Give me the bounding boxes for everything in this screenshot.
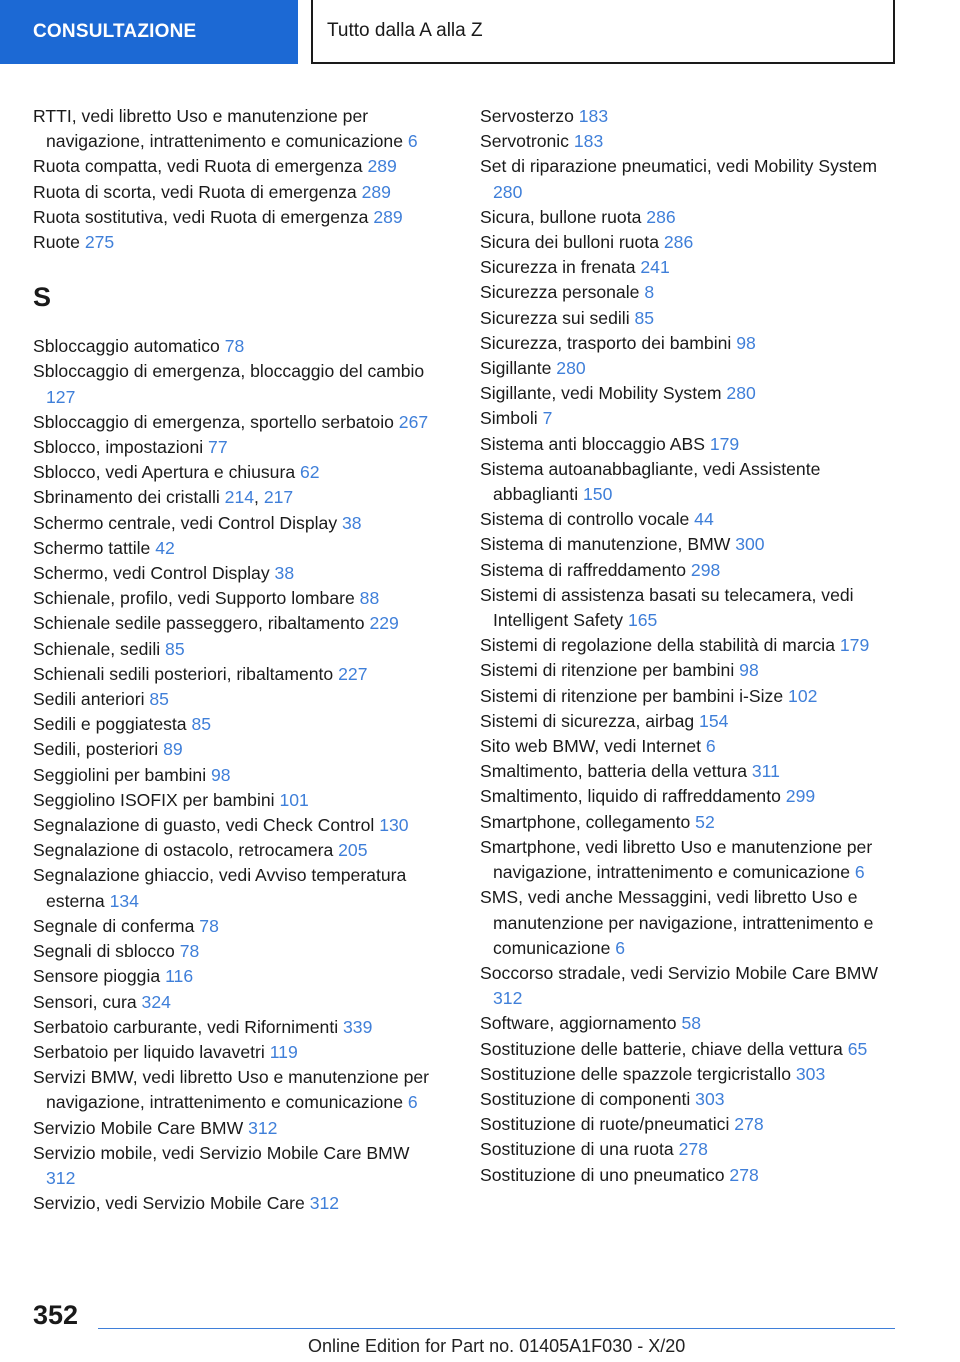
page-reference-link[interactable]: 280 [493,181,523,202]
index-entry-text: Smaltimento, liquido di raffreddamento [480,786,781,807]
index-entry-text: Sistema di raffreddamento [480,559,687,580]
index-entry-text: Sostituzione di uno pneumatico [480,1164,725,1185]
index-column-left [33,104,443,1216]
index-entry [480,507,900,532]
page-reference-link[interactable]: 101 [279,789,309,810]
index-entry-text: Segnalazione ghiaccio, vedi Avviso temperatura esterna [33,865,407,911]
index-entry [33,410,443,435]
page-reference-link[interactable]: 98 [736,332,756,353]
index-entry-text: Sistema autoanabbagliante, vedi Assistente abbaglianti [480,458,821,505]
page-reference-link[interactable]: 312 [309,1193,340,1214]
index-entry [480,1112,900,1137]
index-column-right [480,104,900,1188]
index-entry [480,381,900,406]
index-entry [480,280,900,305]
index-entry [33,536,443,561]
index-entry [480,684,900,709]
index-entry-text: Sblocco, vedi Apertura e chiusura [33,462,296,483]
page-reference-link[interactable]: 6 [407,1092,418,1113]
index-entry-text: Servizi BMW, vedi libretto Uso e manutenzione per navigazione, intrattenimento e comunicazione [33,1067,430,1113]
footer-edition: Online Edition for Part no. 01405A1F030 - X/20 [308,1336,686,1356]
index-entry-text: Sbrinamento dei cristalli [33,487,220,508]
index-entry-text: Sedili e poggiatesta [33,714,187,735]
index-entry-text: Soccorso stradale, vedi Servizio Mobile Care BMW [480,962,878,983]
index-entry [33,180,443,205]
page-reference-link[interactable]: 205 [338,840,368,861]
index-entry-text: Schienale, sedili [33,638,161,659]
page-reference-link[interactable]: 241 [640,257,670,278]
index-entry [480,784,900,809]
index-entry-text: Sblocco, impostazioni [33,437,204,458]
index-entry-text: SMS, vedi anche Messaggini, vedi libretto Uso e manutenzione per navigazione, intrattenimento e comunicazione [480,887,874,958]
index-entry-text: Ruote [33,232,80,253]
index-entry [33,788,443,813]
index-entry-text: Sistema di manutenzione, BMW [480,534,731,555]
page-reference-link[interactable]: 179 [709,433,740,454]
index-entry-text: Sistema di controllo vocale [480,509,690,530]
page-reference-link[interactable]: 134 [109,890,139,911]
page-reference-link[interactable]: 6 [854,862,865,883]
index-entry-text: Sicurezza in frenata [480,257,636,278]
index-entry [33,813,443,838]
page-reference-link[interactable]: 150 [583,484,613,505]
page-reference-link[interactable]: 312 [493,988,523,1009]
index-entry [33,561,443,586]
page-reference-link[interactable]: 127 [46,386,76,407]
page-reference-link[interactable]: 183 [578,106,609,126]
page-reference-link[interactable]: 179 [839,635,870,656]
page-number: 352 [33,1300,79,1330]
index-entry [33,230,443,255]
index-entry [33,712,443,737]
entries-after-letter [33,334,443,1216]
index-entry [480,104,900,129]
page-reference-link[interactable]: 312 [46,1167,76,1188]
page-reference-link[interactable]: 78 [179,941,200,962]
index-entry [480,1087,900,1112]
index-entry [33,1141,443,1191]
page-reference-link[interactable]: 65 [847,1038,868,1059]
index-entry [480,154,900,204]
index-entry-text: Sistemi di ritenzione per bambini i-Size [480,685,784,706]
index-entry-text: Segnali di sblocco [33,941,175,962]
page-reference-link[interactable]: 280 [556,358,586,379]
index-entry [480,658,900,683]
index-entry-text: Schermo centrale, vedi Control Display [33,512,338,533]
index-entry [33,990,443,1015]
index-entry [33,104,443,154]
index-entry-text: Sedili anteriori [33,689,145,710]
index-entry [480,255,900,280]
index-entry-text: Simboli [480,408,538,429]
index-entry [480,1137,900,1162]
index-entry-text: RTTI, vedi libretto Uso e manutenzione per navigazione, intrattenimento e comunicazione [33,106,403,152]
index-entry-text: Sensore pioggia [33,966,161,987]
entries-right [480,104,900,1188]
index-entry-text: Smartphone, vedi libretto Uso e manutenzione per navigazione, intrattenimento e comunicazione [480,836,873,883]
footer-divider [98,1328,895,1329]
page-reference-link[interactable]: 78 [224,336,245,357]
page-reference-link[interactable]: 85 [165,638,185,659]
index-entry [480,331,900,356]
page-reference-link[interactable]: 280 [726,383,756,404]
page-reference-link[interactable]: 303 [795,1063,826,1084]
index-entry [33,1040,443,1065]
page-reference-link[interactable]: 6 [705,736,716,757]
index-entry [33,763,443,788]
index-entry [480,558,900,583]
page-reference-link[interactable]: 44 [694,509,714,530]
index-entry [480,432,900,457]
index-entry-text: Schienali sedili posteriori, ribaltamento [33,663,334,684]
page-reference-link[interactable]: 312 [248,1117,278,1138]
page-reference-link[interactable]: 88 [359,588,380,609]
page-reference-link[interactable]: 119 [269,1041,298,1062]
index-entry [480,885,900,961]
index-entry-text: Segnale di conferma [33,915,195,936]
page-reference-link[interactable]: 311 [751,761,780,782]
page-reference-link[interactable]: 62 [300,462,320,483]
page-reference-link[interactable]: 165 [627,610,658,631]
index-letter-heading: S [33,282,52,313]
page-reference-link[interactable]: 98 [211,764,231,785]
index-entry [33,687,443,712]
index-entry [480,1163,900,1188]
index-entry [33,1065,443,1115]
index-entry [33,435,443,460]
index-entry-text: Sbloccaggio automatico [33,336,220,357]
index-entry [33,662,443,687]
index-entry [480,230,900,255]
chapter-title: Tutto dalla A alla Z [311,0,895,64]
index-entry-text: Sistema anti bloccaggio ABS [480,433,705,454]
index-entry-text: Sbloccaggio di emergenza, sportello serbatoio [33,411,394,432]
page-reference-link[interactable]: 286 [646,206,676,227]
page-reference-link[interactable]: 85 [149,689,169,710]
page-reference-link[interactable]: 300 [735,534,765,555]
index-entry [33,1191,443,1216]
index-entry-text: Sigillante [480,358,552,379]
page-reference-link[interactable]: 52 [695,811,715,832]
index-entry-text: Smartphone, collegamento [480,811,691,832]
page-reference-link[interactable]: 278 [678,1139,708,1160]
page-reference-link[interactable]: 116 [165,966,194,987]
index-entry-text: Seggiolino ISOFIX per bambini [33,789,275,810]
page-reference-link[interactable]: 217 [263,487,294,508]
index-entry-text: Software, aggiornamento [480,1013,677,1034]
index-entry-text: Sostituzione di una ruota [480,1139,674,1160]
page-reference-link[interactable]: 130 [379,815,409,836]
index-entry-text: Sistemi di ritenzione per bambini [480,660,735,681]
index-entry [33,1116,443,1141]
page-reference-link[interactable]: 229 [369,613,399,634]
index-entry-text: Serbatoio per liquido lavavetri [33,1041,265,1062]
index-entry-text: Sostituzione delle batterie, chiave della vettura [480,1038,843,1059]
index-entry [480,810,900,835]
index-entry-text: Set di riparazione pneumatici, vedi Mobility System [480,156,878,177]
page-reference-link[interactable]: 8 [644,282,655,303]
index-entry [480,457,900,507]
index-entry-text: Schermo tattile [33,537,151,558]
index-entry [33,334,443,359]
index-entry [33,863,443,913]
index-entry-text: Servizio mobile, vedi Servizio Mobile Care BMW [33,1142,410,1163]
index-entry-text: Sicurezza, trasporto dei bambini [480,332,732,353]
index-entry-text: Schienale, profilo, vedi Supporto lombare [33,588,355,609]
page-reference-link[interactable]: 89 [163,739,183,760]
index-entry [480,129,900,154]
page-reference-link[interactable]: 98 [739,660,759,681]
page-reference-link[interactable]: 289 [373,206,403,227]
index-entry-text: Seggiolini per bambini [33,764,207,785]
page-reference-link[interactable]: 289 [367,156,397,177]
index-entry [33,737,443,762]
index-entry-text: Sistemi di sicurezza, airbag [480,710,695,731]
page-reference-link[interactable]: 183 [573,131,604,152]
index-entry [33,205,443,230]
index-entry-text: Sigillante, vedi Mobility System [480,383,722,404]
page-reference-link[interactable]: 42 [155,537,175,558]
page-reference-link[interactable]: 303 [695,1088,725,1109]
index-entry [33,511,443,536]
index-entry-text: Sicurezza sui sedili [480,307,630,328]
index-entry-text: Servizio, vedi Servizio Mobile Care [33,1193,305,1214]
index-entry [33,1015,443,1040]
page-reference-link[interactable]: 154 [699,710,729,731]
index-entry [480,961,900,1011]
index-entry [33,914,443,939]
index-entry-text: Serbatoio carburante, vedi Rifornimenti [33,1016,339,1037]
index-entry-text: Sostituzione di componenti [480,1088,691,1109]
index-entry-text: Sicura, bullone ruota [480,206,642,227]
page-reference-link[interactable]: 38 [274,563,295,584]
index-entry [33,154,443,179]
page-reference-link[interactable]: 7 [542,408,553,429]
index-entry [480,1011,900,1036]
index-entry-text: Servosterzo [480,106,574,126]
page-reference-link[interactable]: 275 [84,232,115,253]
page-reference-link[interactable]: 58 [681,1013,702,1034]
index-entry [33,611,443,636]
page-reference-link[interactable]: 298 [690,559,721,580]
index-entry [480,306,900,331]
index-entry-text: Smaltimento, batteria della vettura [480,761,747,782]
index-entry [33,460,443,485]
index-entry [33,838,443,863]
index-entry-text: Sicurezza personale [480,282,640,303]
index-entry [33,359,443,409]
page-reference-link[interactable]: 267 [398,411,429,432]
page-reference-link[interactable]: 85 [634,307,655,328]
index-entry-text: Schermo, vedi Control Display [33,563,270,584]
page-reference-link[interactable]: 299 [785,786,816,807]
entries-before-letter [33,104,443,255]
index-entry [480,532,900,557]
index-entry-text: Segnalazione di guasto, vedi Check Control [33,815,375,836]
page-reference-link[interactable]: 278 [729,1164,759,1185]
index-entry [480,406,900,431]
index-entry-text: Sostituzione di ruote/pneumatici [480,1114,730,1135]
index-entry-text: Sensori, cura [33,991,137,1012]
index-entry [480,1037,900,1062]
index-entry-text: Ruota compatta, vedi Ruota di emergenza [33,156,363,177]
page-reference-link[interactable]: 339 [343,1016,373,1037]
page-reference-link[interactable]: 77 [208,437,228,458]
index-entry-text: Servizio Mobile Care BMW [33,1117,244,1138]
page-reference-link[interactable]: 78 [199,915,219,936]
index-entry-text: Ruota sostitutiva, vedi Ruota di emergenza [33,206,369,227]
index-entry-text: Segnalazione di ostacolo, retrocamera [33,840,334,861]
index-entry [480,356,900,381]
index-entry [33,637,443,662]
page-reference-link[interactable]: 324 [141,991,171,1012]
page-reference-link[interactable]: 214 [224,487,255,508]
page-reference-link[interactable]: 38 [342,512,362,533]
index-entry-text: Sedili, posteriori [33,739,159,760]
index-entry-text: Sistemi di regolazione della stabilità di marcia [480,635,835,656]
index-entry [480,205,900,230]
page-reference-link[interactable]: 227 [338,663,368,684]
index-entry-text: Sbloccaggio di emergenza, bloccaggio del cambio [33,361,425,382]
index-entry-text: Ruota di scorta, vedi Ruota di emergenza [33,181,357,202]
page-reference-link[interactable]: 289 [361,181,391,202]
page-reference-link[interactable]: 6 [615,937,626,958]
index-entry [33,586,443,611]
index-entry [480,759,900,784]
page-reference-link[interactable]: 102 [788,685,818,706]
index-entry [480,633,900,658]
index-entry [480,709,900,734]
index-entry-text: Sito web BMW, vedi Internet [480,736,701,757]
index-entry [480,583,900,633]
index-entry [480,835,900,885]
index-entry-text: Sistemi di assistenza basati su telecamera, vedi Intelligent Safety [480,584,854,631]
index-entry-text: Sostituzione delle spazzole tergicristallo [480,1063,791,1084]
index-entry [33,939,443,964]
page-reference-link[interactable]: 6 [407,131,418,152]
page-reference-link[interactable]: 85 [191,714,212,735]
page-reference-link[interactable]: 286 [663,232,694,253]
index-entry: Sbrinamento dei cristalli 214, 217 [33,487,294,508]
page-reference-link[interactable]: 278 [734,1114,764,1135]
index-entry-text: Schienale sedile passeggero, ribaltamento [33,613,365,634]
index-entry [480,1062,900,1087]
section-tab: CONSULTAZIONE [0,0,298,64]
index-entry [33,964,443,989]
index-entry-text: Sicura dei bulloni ruota [480,232,659,253]
index-entry [480,734,900,759]
index-entry-text: Servotronic [480,131,569,152]
